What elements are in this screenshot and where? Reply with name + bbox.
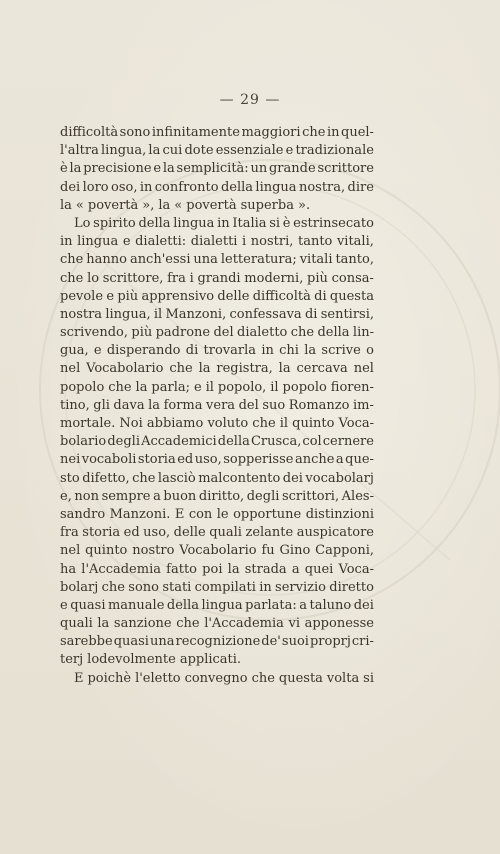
word: il <box>205 379 214 395</box>
word: difficoltà <box>252 288 311 304</box>
word: della <box>220 179 254 195</box>
word: scrittore, <box>102 270 164 286</box>
word: Romanzo <box>288 397 350 413</box>
word: diritto, <box>198 488 245 504</box>
word: e <box>193 379 202 395</box>
word: sentirsi, <box>320 306 374 322</box>
word: essenziale <box>215 143 284 159</box>
word: confessava <box>229 306 302 322</box>
text-line <box>60 542 374 560</box>
text-line <box>60 360 374 378</box>
word: ». <box>297 197 311 213</box>
word: il <box>153 306 163 322</box>
word: è <box>282 215 291 231</box>
word: nel <box>60 543 81 559</box>
word: quel- <box>341 125 374 140</box>
word: vitali <box>299 252 333 268</box>
word: « <box>174 197 183 213</box>
word: a <box>153 488 161 504</box>
word: cernere <box>322 434 374 450</box>
word: semplicità: <box>176 161 249 177</box>
word: quasi <box>70 597 106 613</box>
word: l'altra <box>60 143 99 159</box>
word: che <box>251 670 275 686</box>
text-line <box>60 615 374 633</box>
word: applicati. <box>179 652 242 668</box>
word: quinto <box>292 416 335 431</box>
word: povertà <box>186 197 237 213</box>
word: povertà <box>87 197 139 213</box>
word: forma <box>163 397 203 413</box>
word: fioren- <box>330 379 374 395</box>
word: in <box>217 215 230 231</box>
word: che <box>169 361 193 377</box>
word: uso, <box>194 452 222 468</box>
word: anch'essi <box>129 252 191 268</box>
word: auspicatore <box>296 525 374 541</box>
word: parla; <box>151 379 190 395</box>
word: la <box>162 161 175 177</box>
word: terj <box>60 652 84 668</box>
word: quei <box>304 561 334 577</box>
word: e <box>93 343 102 359</box>
word: fra <box>60 525 79 541</box>
word: registra, <box>216 361 273 377</box>
word: in <box>139 179 153 195</box>
word: abbiamo <box>146 416 204 431</box>
word: Vocabolario <box>179 543 257 559</box>
word: la <box>198 361 211 377</box>
text-line <box>60 524 374 542</box>
word: convegno <box>184 670 248 686</box>
text-line <box>60 561 374 579</box>
word: l'eletto <box>135 670 181 686</box>
word: la <box>135 379 148 395</box>
word: degli <box>107 434 140 450</box>
word: in <box>261 343 274 359</box>
word: recognizione <box>175 634 261 650</box>
word: lingua, <box>101 143 147 159</box>
text-line <box>60 470 374 488</box>
word: Voca- <box>338 561 374 577</box>
word: lingua <box>77 234 119 250</box>
word: la <box>60 197 72 213</box>
word: della <box>166 597 200 613</box>
word: quasi <box>113 634 149 650</box>
word: lin- <box>352 325 374 341</box>
word: spirito <box>93 215 136 231</box>
word: più <box>131 325 153 341</box>
word: E <box>174 506 185 522</box>
word: di <box>304 306 318 322</box>
word: il <box>270 379 279 395</box>
word: dei <box>353 597 374 613</box>
word: nostri, <box>250 234 294 250</box>
word: e <box>60 597 68 613</box>
word: ha <box>60 561 77 577</box>
word: della <box>317 325 350 341</box>
word: taluno <box>309 597 352 613</box>
word: grandi <box>197 270 241 286</box>
word: la <box>304 343 317 359</box>
word: e <box>153 161 162 177</box>
word: col <box>302 434 322 450</box>
word: superba <box>240 197 294 213</box>
word: fra <box>167 270 186 286</box>
word: gli <box>93 397 110 413</box>
word: tanto, <box>335 252 374 268</box>
word: dire <box>347 179 374 195</box>
word: lingua <box>201 597 243 613</box>
word: e <box>122 234 131 250</box>
word: « <box>75 197 84 213</box>
word: una <box>149 634 175 650</box>
word: ed <box>177 452 194 468</box>
word: a <box>291 561 300 577</box>
text-line <box>60 215 374 233</box>
word: questa <box>329 288 374 304</box>
word: dava <box>113 397 145 413</box>
word: distinzioni <box>305 506 374 522</box>
word: si <box>363 670 374 686</box>
text-line <box>60 651 374 669</box>
word: opportune <box>233 506 302 522</box>
word: fatto <box>166 561 197 577</box>
word: E <box>74 670 84 686</box>
word: storia <box>137 452 176 468</box>
word: delle <box>173 525 206 541</box>
text-line <box>60 579 374 597</box>
word: loro <box>82 179 109 195</box>
word: Accademici <box>141 434 217 450</box>
word: strada <box>244 561 287 577</box>
word: e <box>106 288 115 304</box>
word: sempre <box>101 488 151 504</box>
word: la <box>227 561 240 577</box>
word: dei <box>60 179 81 195</box>
word: la <box>278 361 291 377</box>
word: letteratura; <box>220 252 297 268</box>
word: che <box>176 616 200 632</box>
word: quali <box>209 525 242 541</box>
word: vocabolarj <box>305 470 374 486</box>
text-line <box>60 324 374 342</box>
text-line <box>60 451 374 469</box>
text-line <box>60 670 374 688</box>
word: più <box>117 288 139 304</box>
word: storia <box>82 525 121 541</box>
word: suoi <box>281 634 309 650</box>
word: e, <box>60 488 72 504</box>
word: consa- <box>331 270 374 286</box>
word: Vocabolario <box>86 361 164 377</box>
word: confronto <box>154 179 219 195</box>
word: un <box>250 161 268 177</box>
word: uso, <box>143 525 171 541</box>
word: dialetti: <box>135 234 187 250</box>
text-line <box>60 488 374 506</box>
word: zelante <box>245 525 294 541</box>
word: che <box>60 252 84 268</box>
word: quali <box>60 616 93 632</box>
word: suo <box>262 397 286 413</box>
word: questa <box>278 670 323 686</box>
text-line <box>60 251 374 269</box>
word: il <box>279 416 289 431</box>
word: Manzoni, <box>165 306 227 322</box>
word: diretto <box>329 579 374 595</box>
text-line <box>60 288 374 306</box>
word: in <box>259 579 272 595</box>
word: vi <box>288 616 300 632</box>
word: a <box>299 597 307 613</box>
text-line <box>60 379 374 397</box>
word: cercava <box>296 361 348 377</box>
word: popolo <box>282 379 327 395</box>
word: sandro <box>60 506 106 522</box>
word: cui <box>162 143 183 159</box>
word: dialetto <box>237 325 288 341</box>
word: Gino <box>279 543 311 559</box>
word: vocaboli <box>81 452 137 468</box>
word: tanto <box>297 234 333 250</box>
word: scrivendo, <box>60 325 129 341</box>
word: nel <box>353 361 374 377</box>
word: lingua <box>255 179 297 195</box>
word: gua, <box>60 343 89 359</box>
page-number: — 29 — <box>219 92 281 108</box>
text-line <box>60 306 374 324</box>
text-line <box>60 597 374 615</box>
word: chi <box>279 343 299 359</box>
word: che <box>132 470 156 486</box>
word: manuale <box>107 597 165 613</box>
word: », <box>142 197 155 213</box>
word: Crusca, <box>250 434 302 450</box>
word: poi <box>202 561 223 577</box>
word: di <box>314 288 327 304</box>
text-line <box>60 433 374 451</box>
word: una <box>193 252 218 268</box>
word: con <box>188 506 213 522</box>
text-line <box>60 506 374 524</box>
word: sono <box>128 579 159 595</box>
word: sono <box>119 125 151 140</box>
word: che <box>290 325 315 341</box>
word: a <box>335 452 344 468</box>
word: Capponi, <box>315 543 374 559</box>
word: infinitamente <box>151 125 240 140</box>
word: hanno <box>86 252 127 268</box>
word: scrittori, <box>281 488 340 504</box>
word: nostra, <box>298 179 346 195</box>
word: vera <box>206 397 236 413</box>
word: la <box>148 397 161 413</box>
word: disperando <box>106 343 181 359</box>
word: pevole <box>60 288 104 304</box>
word: difetto, <box>82 470 130 486</box>
word: dote <box>184 143 214 159</box>
word: è <box>60 161 68 177</box>
word: più <box>307 270 328 286</box>
word: nel <box>60 361 81 377</box>
word: volta <box>326 670 360 686</box>
word: Manzoni. <box>109 506 171 522</box>
word: proprj <box>309 634 351 650</box>
word: ed <box>123 525 140 541</box>
word: non <box>74 488 99 504</box>
body-text <box>60 124 374 688</box>
word: del <box>238 397 259 413</box>
word: Noi <box>119 416 143 431</box>
word: delle <box>217 288 250 304</box>
word: buon <box>163 488 197 504</box>
word: i <box>242 234 247 250</box>
word: che <box>108 379 132 395</box>
word: trovarla <box>203 343 257 359</box>
word: che <box>60 270 84 286</box>
word: la <box>69 161 82 177</box>
word: tradizionale <box>295 143 374 159</box>
word: in <box>326 125 340 140</box>
word: si <box>269 215 281 231</box>
word: bolario <box>60 434 107 450</box>
text-line <box>60 233 374 251</box>
word: che <box>302 125 326 140</box>
word: mortale. <box>60 416 116 431</box>
text-line <box>60 179 374 197</box>
word: sanzione <box>113 616 172 632</box>
text-line <box>60 397 374 415</box>
word: im- <box>353 397 374 413</box>
word: Lo <box>74 215 91 231</box>
word: sopperisse <box>223 452 294 468</box>
word: Ales- <box>341 488 374 504</box>
word: e <box>285 143 294 159</box>
word: maggiori <box>241 125 301 140</box>
word: lingua, <box>105 306 151 322</box>
word: cri- <box>351 634 374 650</box>
word: tino, <box>60 397 90 413</box>
word: compilati <box>194 579 256 595</box>
word: i <box>189 270 194 286</box>
word: popolo, <box>217 379 267 395</box>
word: apprensivo <box>141 288 215 304</box>
text-line <box>60 270 374 288</box>
word: che <box>101 579 125 595</box>
word: poichè <box>87 670 132 686</box>
word: Italia <box>232 215 267 231</box>
word: o <box>366 343 374 359</box>
word: lo <box>87 270 100 286</box>
word: di <box>185 343 199 359</box>
word: moderni, <box>244 270 304 286</box>
word: apponesse <box>304 616 374 632</box>
word: la <box>158 197 171 213</box>
word: sarebbe <box>60 634 113 650</box>
text-line <box>60 142 374 160</box>
word: dei <box>282 470 303 486</box>
word: nostra <box>60 306 103 322</box>
text-line <box>60 415 374 433</box>
word: estrinsecato <box>293 215 374 231</box>
word: dialetti <box>190 234 238 250</box>
text-line <box>60 197 374 215</box>
word: che <box>252 416 276 431</box>
word: la <box>97 616 110 632</box>
text-line <box>60 342 374 360</box>
word: lingua <box>173 215 215 231</box>
word: servizio <box>275 579 326 595</box>
word: scrive <box>321 343 361 359</box>
word: nei <box>60 452 81 468</box>
word: fu <box>261 543 275 559</box>
word: nostro <box>132 543 175 559</box>
word: stati <box>162 579 192 595</box>
word: degli <box>246 488 280 504</box>
word: quinto <box>85 543 128 559</box>
word: padrone <box>155 325 211 341</box>
word: le <box>216 506 229 522</box>
word: la <box>148 143 161 159</box>
text-line <box>60 160 374 178</box>
word: bolarj <box>60 579 99 595</box>
word: anche <box>294 452 335 468</box>
word: Voca- <box>338 416 374 431</box>
word: vitali, <box>336 234 374 250</box>
text-line <box>60 633 374 651</box>
word: in <box>60 234 73 250</box>
word: grande <box>268 161 316 177</box>
word: difficoltà <box>60 125 119 140</box>
word: popolo <box>60 379 105 395</box>
word: malcontento <box>198 470 281 486</box>
word: lodevolmente <box>87 652 176 668</box>
word: della <box>138 215 171 231</box>
word: oso, <box>111 179 138 195</box>
word: l'Accademia <box>204 616 284 632</box>
word: de' <box>261 634 281 650</box>
word: l'Accademia <box>81 561 161 577</box>
word: precisione <box>83 161 152 177</box>
word: scrittore <box>317 161 374 177</box>
word: del <box>213 325 234 341</box>
word: sto <box>60 470 80 486</box>
text-line <box>60 124 374 142</box>
word: que- <box>345 452 374 468</box>
word: lasciò <box>157 470 196 486</box>
word: voluto <box>207 416 249 431</box>
word: parlata: <box>245 597 297 613</box>
word: della <box>217 434 250 450</box>
